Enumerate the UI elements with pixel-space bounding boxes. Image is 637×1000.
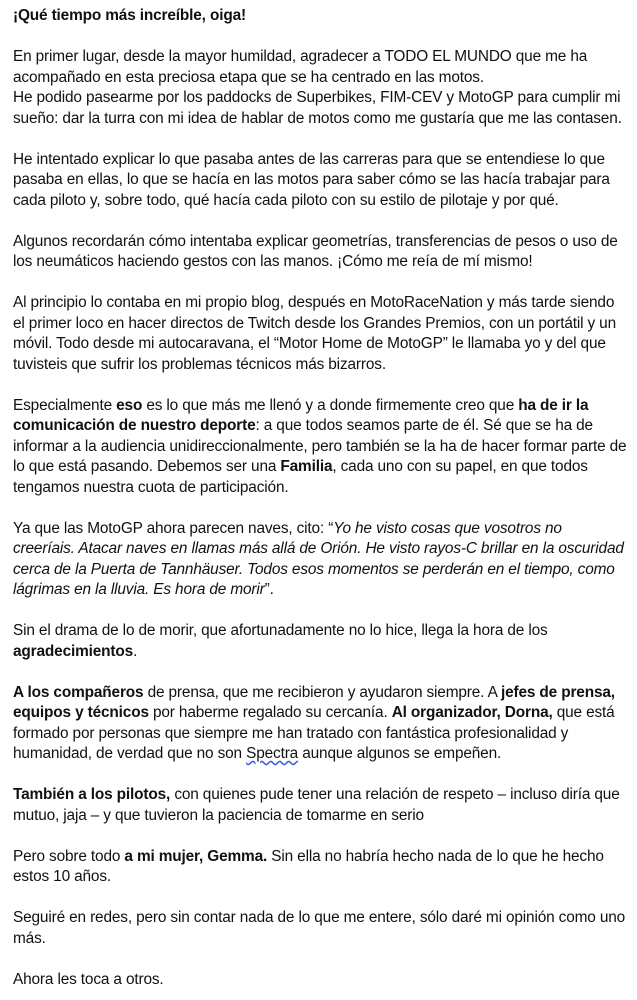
text: : a que todos seamos parte de él. Sé que se ha de informar a la audiencia unidireccionalmente, pero también se la ha de hacer formar parte de lo que está pasando. Debemos ser una xyxy=(13,417,627,475)
text: Especialmente xyxy=(13,396,117,414)
paragraph-explain: He intentado explicar lo que pasaba antes de las carreras para que se entendiese lo que pasaba en ellas, lo que se hacía en las motos para saber cómo se las hacía trabajar para cada piloto y, sobre todo, qué hacía cada piloto con su estilo de pilotaje y por qué. xyxy=(13,150,610,209)
text: que está formado por personas que siempre me han tratado con fantástica profesionalidad y humanidad, de verdad que no son xyxy=(13,704,615,762)
paragraph-gestures: Algunos recordarán cómo intentaba explicar geometrías, transferencias de pesos o uso de los neumáticos haciendo gestos con las manos. ¡Cómo me reía de mí mismo! xyxy=(13,232,618,270)
paragraph-thanks-wife xyxy=(13,847,627,888)
paragraph-thanks-intro xyxy=(13,621,627,662)
text: Sin el drama de lo de morir, que afortunadamente no lo hice, llega la hora de los xyxy=(13,622,548,639)
text: por haberme regalado su cercanía. xyxy=(148,704,392,721)
paragraph-especially xyxy=(13,396,627,499)
document-title: ¡Qué tiempo más increíble, oiga! xyxy=(13,7,246,24)
text: aunque algunos se empeñen. xyxy=(298,745,502,762)
text: ”. xyxy=(264,581,274,598)
text: con quienes pude tener una relación de respeto – incluso diría que mutuo, jaja – y que tuvieron la paciencia de tomarme en serio xyxy=(13,786,620,824)
bold-text: jefes de prensa, equipos y técnicos xyxy=(13,683,615,721)
intro-sentence-2: He podido pasearme por los paddocks de Superbikes, FIM-CEV y MotoGP para cumplir mi sueño: dar la turra con mi idea de hablar de motos como me gustaría que me las contasen. xyxy=(13,89,622,127)
spellcheck-word[interactable]: Spectra xyxy=(246,745,299,762)
text: Sin ella no habría hecho nada de lo que he hecho estos 10 años. xyxy=(13,847,604,885)
italic-quote: Yo he visto cosas que vosotros no creeríais. Atacar naves en llamas más allá de Orión. He visto rayos-C brillar en la oscuridad cerca de la Puerta de Tannhäuser. Todos esos momentos se perderán en el tiempo, como lágrimas en la lluvia. Es hora de morir xyxy=(13,519,624,598)
paragraph-quote xyxy=(13,519,627,601)
paragraph-closing: Ahora les toca a otros. xyxy=(13,970,164,988)
bold-text: Familia xyxy=(280,458,333,475)
text: Ya que las MotoGP ahora parecen naves, cito: “ xyxy=(13,519,334,537)
bold-text: a mi mujer, Gemma. xyxy=(124,847,268,865)
text: es lo que más me llenó y a donde firmemente creo que xyxy=(142,396,519,414)
bold-text: eso xyxy=(116,396,143,414)
paragraph-blog: Al principio lo contaba en mi propio blog, después en MotoRaceNation y más tarde siendo el primer loco en hacer directos de Twitch desde los Grandes Premios, con un portátil y un móvil. Todo desde mi autocaravana, el “Motor Home de MotoGP” le llamaba yo y del que tuvisteis que sufrir los problemas técnicos más bizarros. xyxy=(13,294,617,373)
text: , cada uno con su papel, en que todos tengamos nuestra cuota de participación. xyxy=(13,458,588,496)
bold-text: Al organizador, Dorna, xyxy=(391,704,553,721)
paragraph-intro xyxy=(13,47,627,129)
bold-text: agradecimientos xyxy=(13,642,134,660)
paragraph-social: Seguiré en redes, pero sin contar nada de lo que me entere, sólo daré mi opinión como uno más. xyxy=(13,909,626,947)
bold-text: ha de ir la comunicación de nuestro deporte xyxy=(13,396,589,434)
text: . xyxy=(133,642,138,660)
text: de prensa, que me recibieron y ayudaron siempre. A xyxy=(143,683,501,701)
paragraph-thanks-riders xyxy=(13,785,627,826)
intro-sentence-1: En primer lugar, desde la mayor humildad, agradecer a TODO EL MUNDO que me ha acompañado en esta preciosa etapa que se ha centrado en las motos. xyxy=(13,48,588,86)
text: Pero sobre todo xyxy=(13,847,125,865)
bold-text: A los compañeros xyxy=(13,683,144,701)
bold-text: También a los pilotos, xyxy=(13,786,171,803)
paragraph-thanks-press xyxy=(13,683,627,765)
